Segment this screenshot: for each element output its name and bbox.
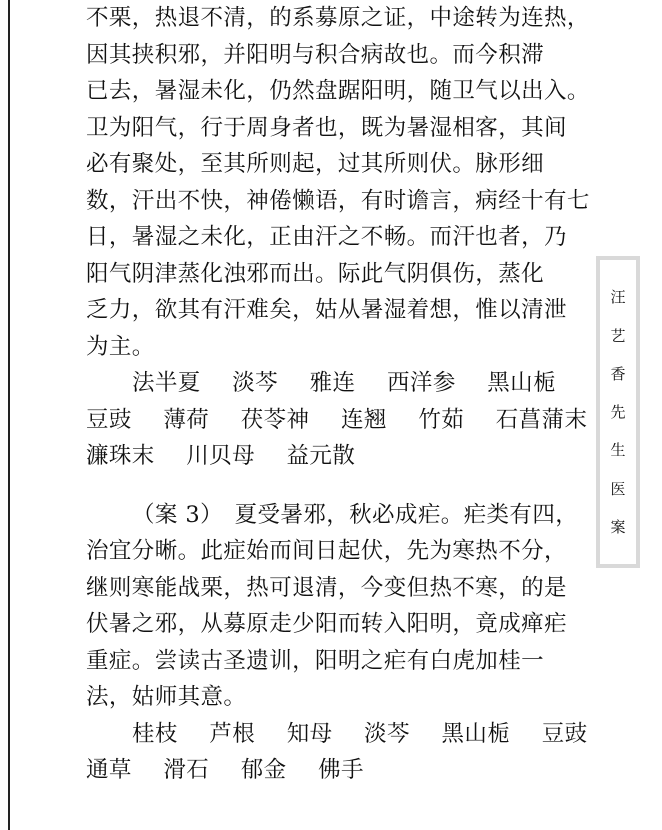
herb-item: 桂枝 [132,720,178,747]
text-line: 日，暑湿之未化，正由汗之不畅。而汗也者，乃 [86,224,567,250]
book-title-char: 汪 [610,288,626,307]
herb-item: 知母 [286,720,333,747]
herb-item: 黑山栀 [441,720,511,747]
herb-item: 川贝母 [186,443,255,469]
book-title-char: 先 [610,403,626,421]
herb-item: 石菖蒲末 [495,406,588,433]
herb-item: 豆豉 [541,720,588,747]
paragraph-1 [86,0,590,365]
text-line: 因其挟积邪，并阳明与积合病故也。而今积滞 [86,41,545,68]
herb-item: 芦根 [209,720,256,747]
book-title-char: 案 [610,517,626,536]
herb-item: 通草 [86,757,132,783]
text-line: 继则寒能战栗，热可退清，今变但热不寒，的是 [86,574,567,601]
prescription-2 [86,716,586,789]
herb-item: 法半夏 [132,370,201,396]
herb-row [86,438,586,475]
book-title-tab-inner [600,260,636,564]
book-title-char: 生 [610,441,626,460]
herb-item: 佛手 [318,757,364,783]
book-title-char: 医 [610,479,626,498]
section-gap [86,475,586,497]
herb-item: 雅连 [309,370,356,396]
herb-item: 豆豉 [86,406,132,433]
text-line: 重症。尝读古圣遗训，阳明之疟有白虎加桂一 [86,647,545,674]
case-3 [86,497,586,716]
text-line: 阳气阴津蒸化浊邪而出。际此气阴俱伤，蒸化 [86,260,545,287]
prescription-1 [86,365,586,475]
book-title-char: 艺 [610,326,626,345]
herb-item: 连翘 [341,406,387,433]
document-body [86,0,590,789]
text-line: 治宜分晰。此症始而间日起伏，先为寒热不分， [86,538,567,564]
herb-row [86,365,586,402]
book-title-tab [596,256,640,568]
herb-item: 茯苓神 [240,406,310,433]
herb-item: 薄荷 [163,406,210,433]
herb-item: 淡芩 [232,370,279,396]
text-line: 数，汗出不快，神倦懒语，有时谵言，病经十有七 [86,187,590,214]
herb-row [86,716,586,753]
page-edge-line [8,0,10,830]
herb-item: 淡芩 [364,720,410,747]
text-line: 不栗，热退不清，的系募原之证，中途转为连热， [86,5,590,31]
text-line: 为主。 [86,333,155,360]
text-line: 卫为阳气，行于周身者也，既为暑湿相客，其间 [86,114,567,141]
text-line: 法，姑师其意。 [86,684,247,710]
herb-item: 益元散 [286,443,356,469]
herb-row [86,402,586,439]
herb-item: 濂珠末 [86,443,155,469]
text-line: 乏力，欲其有汗难矣，姑从暑湿着想，惟以清泄 [86,297,567,323]
herb-item: 西洋参 [387,370,456,396]
herb-item: 竹茹 [418,406,465,433]
herb-item: 滑石 [163,757,210,783]
text-line: 必有聚处，至其所则起，过其所则伏。脉形细 [86,151,545,177]
text-line: 伏暑之邪，从募原走少阳而转入阳明，竟成瘅疟 [86,611,567,637]
herb-row [86,752,586,789]
text-line: 已去，暑湿未化，仍然盘踞阳明，随卫气以出入。 [86,78,590,104]
text-line: （案 3） 夏受暑邪，秋必成疟。疟类有四， [132,501,579,528]
herb-item: 郁金 [240,757,287,783]
book-title-char: 香 [610,364,626,383]
herb-item: 黑山栀 [487,370,556,396]
